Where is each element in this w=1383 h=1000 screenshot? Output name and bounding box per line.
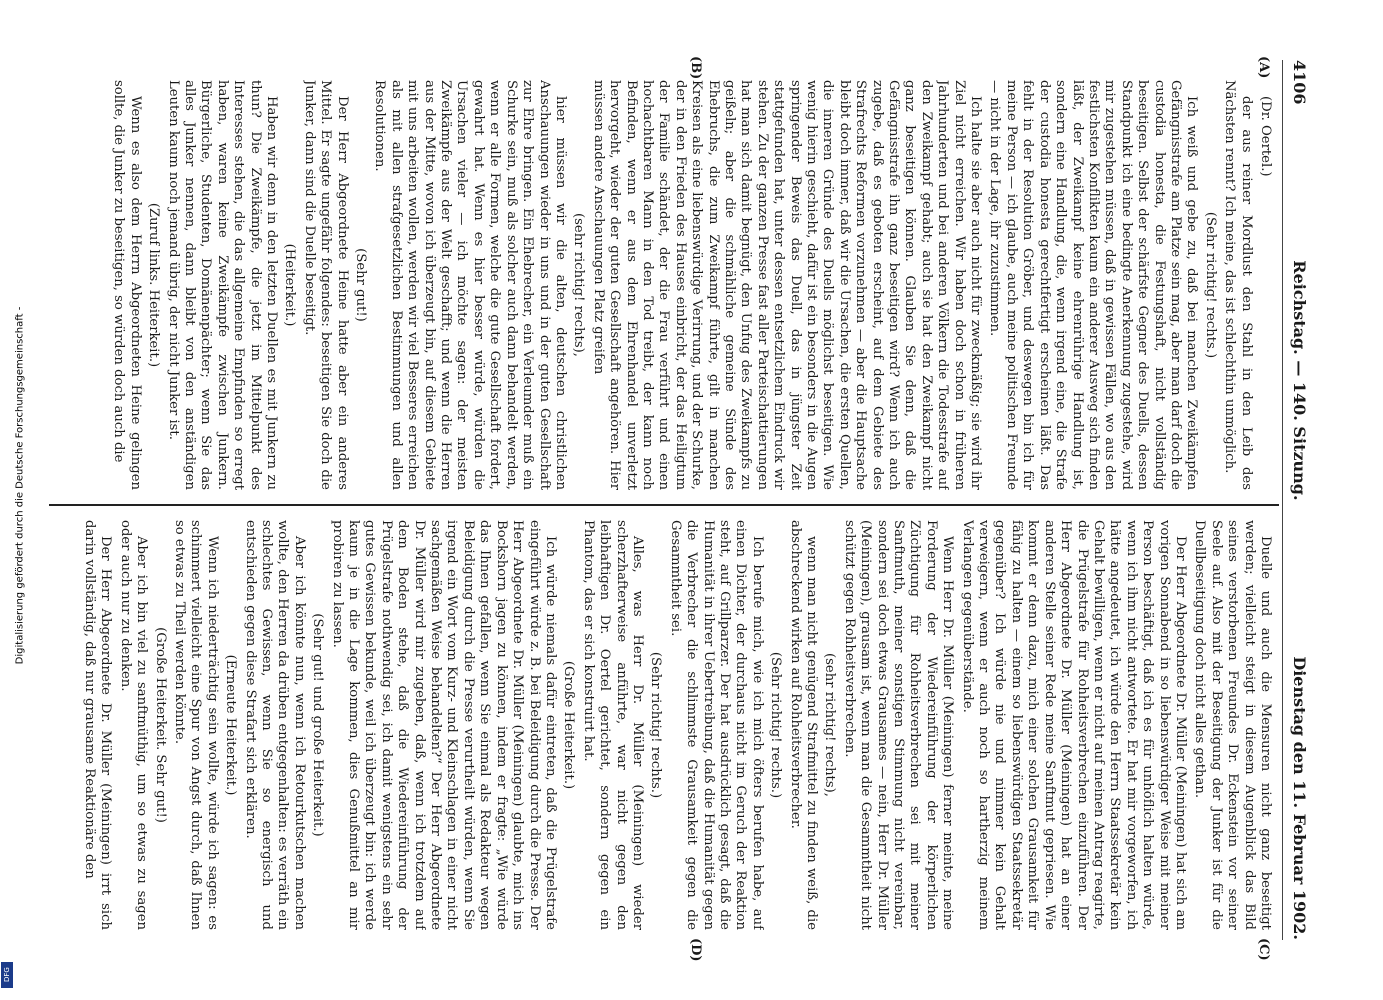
interjection: (sehr richtig! rechts), <box>822 653 838 797</box>
credit-text: Digitalisierung gefördert durch die Deutsche Forschungsgemeinschaft - <box>14 306 26 665</box>
paragraph: Alles, was Herr Dr. Müller (Meiningen) wieder scherzhafterweise anführte, war nicht gegen den leibhaftigen Dr. Oertel gerichtet, sondern gegen ein Phantom, das er sich konstruirt hat. <box>580 520 645 930</box>
paragraph: Ich halte sie aber auch nicht für zweckmäßig; sie wird ihr Ziel nicht erreichen. Wir haben doch schon in früheren Jahrhunderten und bei anderen Völkern die Todesstrafe auf den Zweikampf gehabt; auch sie hat den Zweikampf nicht ganz beseitigen können. Glauben Sie denn, daß die Gefängnisstrafe ihn ganz beseitigen wird? Wenn ich auch zugebe, daß es geboten erscheint, auf dem Gebiete des Strafrechts Reformen vorzunehmen — aber die Hauptsache bleibt doch immer, daß wir die Ursachen, die ersten Quellen, die inneren Gründe des Duells möglichst beseitigen. Wie wenig hierin geschieht, dafür ist ein besonders in die Augen springender Beweis das Duell, das in jüngster Zeit stattgefunden hat, unter dessen entsetzlichem Eindruck wir stehen. Zu der ganzen Presse fast aller Parteischattierungen hat man sich damit begnügt, den Unfug des Zweikampfs zu geißeln; aber die schmähliche gemeine Sünde des Ehebruchs, die zum Zweikampf führte, gilt in manchen Kreisen als eine liebenswürdige Verirrung, und der Schurke, der in den Frieden des Hauses einbricht, der das Heiligtum der Familie schändet, der die Frau verführt und einen hochachtbaren Mann in den Tod treibt, der kann noch Befinden, wenn er aus dem Ehrenhandel unverletzt hervorgeht, wieder der guten Gesellschaft angehören. Hier müssen andere Anschauungen Platz greifen <box>590 80 984 490</box>
session-title: Reichstag. — 140. Sitzung. <box>1290 260 1310 501</box>
interjection: (Sehr gut! und große Heiterkeit.) <box>310 613 326 837</box>
margin-mark-d: (D) <box>688 938 703 962</box>
interjection: (Zuruf links. Heiterkeit.) <box>146 202 162 368</box>
interjection: (sehr richtig! rechts), <box>571 213 587 357</box>
paragraph: Duelle und auch die Mensuren nicht ganz beseitigt werden; vielleicht steigt in diesem Augenblick das Bild seines verstorbenen Freundes Dr. Eckenstein vor seiner Seele auf. Also mit der Beseitigung der Junker ist für die Duellbeseitigung doch nicht alles gethan. <box>1192 520 1273 930</box>
margin-mark-a: (A) <box>1256 56 1271 79</box>
page-header <box>1287 60 1313 940</box>
paragraph: Ich berufe mich, wie ich mich öfters berufen habe, auf einen Dichter, der durchaus nicht im Geruch der Reaktion steht, auf Grillparzer. Der hat ausdrücklich gesagt, daß die Humanität in ihrer Uebertreibung, daß die Humanität gegen die Verbrecher die schlimmste Grausamkeit gegen die Gesammtheit sei. <box>667 520 765 930</box>
interjection: (Große Heiterkeit. Sehr gut!) <box>152 627 168 823</box>
paragraph: Der Herr Abgeordnete Dr. Müller (Meiningen) hat sich am vorigen Sonnabend in so liebenswürdiger Weise mit meiner Person beschäftigt, daß ich es für unhöflich halten würde, wenn ich ihm nicht antwortete. Er hat mir vorgeworfen, ich hätte angedeutet, ich würde den Herrn Staatssekretär kein Gehalt bewilligen, wenn er nicht auf meinen Antrag reagirte, die Prügelstrafe für Rohheitsverbrechen einzuführen. Der Herr Abgeordnete Dr. Müller (Meiningen) hat an einer anderen Stelle seiner Rede meine Sanftmut gepriesen. Wie kommt er denn dazu, mich einer solchen Grausamkeit für fähig zu halten — einem so liebenswürdigen Staatssekretär gegenüber? Ich würde nie und nimmer kein Gehalt verweigern, wenn er auch noch so hartherzig meinem Verlangen gegenüberstände. <box>959 520 1188 930</box>
header-rule <box>1282 60 1283 940</box>
paragraph: hier müssen wir die alten, deutschen christlichen Anschauungen wieder in uns und in der guten Gesellschaft zur Ehre bringen. Ein Ehebrecher, ein Verleumder muß ein Schurke sein, muß als solcher auch dann behandelt werden, wenn er alle Formen, welche die gute Gesellschaft fordert, gewahrt hat. Wenn es hier besser würde, würden die Ursachen vieler — ich möchte sagen: der meisten Zweikämpfe aus der Welt geschafft; und wenn die Herren aus der Mitte, wovon ich überzeugt bin, auf diesem Gebiete mit uns arbeiten wollen, werden wir viel Besseres erreichen als mit allen strafgesetzlichen Bestimmungen und allen Resolutionen. <box>372 80 568 490</box>
interjection: (Sehr richtig! rechts.) <box>1202 211 1218 359</box>
right-column <box>53 520 1273 930</box>
margin-mark-c: (C) <box>1256 938 1271 961</box>
column-divider <box>49 504 1279 506</box>
paragraph: wenn man nicht genügend Strafmittel zu finden weiß, die abschreckend wirken auf Rohheitsverbrecher. <box>787 520 820 930</box>
margin-mark-b: (B) <box>688 56 703 80</box>
interjection: (Heiterkeit.) <box>282 243 298 327</box>
paragraph: Haben wir denn in den letzten Duellen es mit Junkern zu thun? Die Zweikämpfe, die jetzt im Mittelpunkt des Interesses stehen, die das allgemeine Empfinden so erregt haben, waren keine Zweikämpfe zwischen Junkern. Bürgerliche, Studenten, Domänenpächter; wenn Sie das alles Junker nennen, dann bleibt von den anständigen Leuten kaum noch jemand übrig, der nicht Junker ist. <box>165 80 280 490</box>
interjection: (Sehr richtig! rechts.) <box>768 651 784 799</box>
paragraph: Ich weiß und gebe zu, daß bei manchen Zweikämpfen Gefängnisstrafe am Platze sein mag, aber man darf doch die custodia honesta, die Festungshaft, nicht vollständig beseitigen. Selbst der schärfste Gegner des Duells, dessen Standpunkt ich eine bedingte Anerkennung zugestehe, wird mir zugestehen müssen, daß in gewissen Fällen, wo aus den festlichsten Konflikten kaum ein anderer Ausweg sich finden läßt, der Zweikampf keine ehrenrührige Handlung ist, sondern eine Handlung, die, wenn irgend eine, die Strafe der custodia honesta gerechtfertigt erscheinen läßt. Das fehlt in der Resolution Gröber, und deswegen bin ich für meine Person — ich glaube, auch meine politischen Freunde — nicht in der Lage, ihr zuzustimmen. <box>987 80 1200 490</box>
paragraph: Aber ich bin viel zu sanftmüthig, um so etwas zu sagen oder auch nur zu denken. <box>117 520 150 930</box>
paragraph: Wenn Herr Dr. Müller (Meiningen) ferner meinte, meine Forderung der Wiedereinführung der körperlichen Züchtigung für Rohheitsverbrechen sei mit meiner Sanftmuth, meiner sonstigen Stimmung nicht vereinbar, sondern sei doch etwas Grausames — nein, Herr Dr. Müller (Meiningen), grausam ist, wenn man die Gesammtheit nicht schützt gegen Rohheitsverbrechen. <box>841 520 956 930</box>
left-column <box>53 80 1273 490</box>
interjection: (Sehr richtig! rechts.) <box>648 651 664 799</box>
paragraph: Ich würde niemals dafür eintreten, daß die Prügelstrafe eingeführt würde z. B. bei Beleidigung durch die Presse. Der Herr Abgeordnete Dr. Müller (Meiningen) glaubte, mich ins Bockshorn jagen zu können, indem er fragte: „Wie würde das Ihnen gefallen, wenn Sie einmal als Redakteur wegen Beleidigung durch die Presse verurtheilt würden, wenn Sie irgend ein Wort vom Kurz- und Kleinschlagen in einer nicht sachgemäßen Weise behandelten?“ Der Herr Abgeordnete Dr. Müller wird mir zugeben, daß, wenn ich trotzdem auf dem Boden stehe, daß die Wiedereinführung der Prügelstrafe nothwendig sei, ich damit wenigstens ein sehr gutes Gewissen bekunde, weil ich überzeugt bin: ich werde kaum je in die Lage kommen, dies Genußmittel an mir probiren zu lassen. <box>329 520 558 930</box>
interjection: (Erneute Heiterkeit.) <box>223 654 239 796</box>
dfg-logo-icon: DFG <box>1 962 13 988</box>
paragraph: Der Herr Abgeordnete Dr. Müller (Meiningen) irrt sich darin vollständig, daß nur grausame Reaktionäre den <box>81 520 114 930</box>
interjection: (Sehr gut!) <box>353 248 369 322</box>
paragraph: Der Herr Abgeordnete Heine hatte aber ein anderes Mittel. Er sagte ungefähr folgendes: beseitigen Sie doch die Junker, dann sind die Duelle beseitigt. <box>301 80 350 490</box>
interjection: (Große Heiterkeit.) <box>561 660 577 790</box>
paragraph: Wenn ich niederträchtig sein wollte, würde ich sagen: es schimmert vielleicht eine Spur von Angst durch, daß Ihnen so etwas zu Theil werden könnte. <box>172 520 220 930</box>
session-date: Dienstag den 11. Februar 1902. <box>1290 656 1310 940</box>
paragraph: der aus reiner Mordlust den Stahl in den Leib des Nächsten rennt? Ich meine, das ist schlechthin unmöglich. <box>1222 80 1254 490</box>
paragraph: (Dr. Oertel.) <box>1258 96 1273 177</box>
page-number: 4106 <box>1290 60 1310 105</box>
paragraph: Wenn es also dem Herrn Abgeordneten Heine gelingen sollte, die Junker zu beseitigen, so würden doch auch die <box>111 80 143 490</box>
paragraph: Aber ich könnte nun, wenn ich Retourkutschen machen wollte, den Herren da drüben entgegenhalten: es verräth ein schlechtes Gewissen, wenn Sie so energisch und entschieden gegen diese Strafart sich erklären. <box>242 520 307 930</box>
